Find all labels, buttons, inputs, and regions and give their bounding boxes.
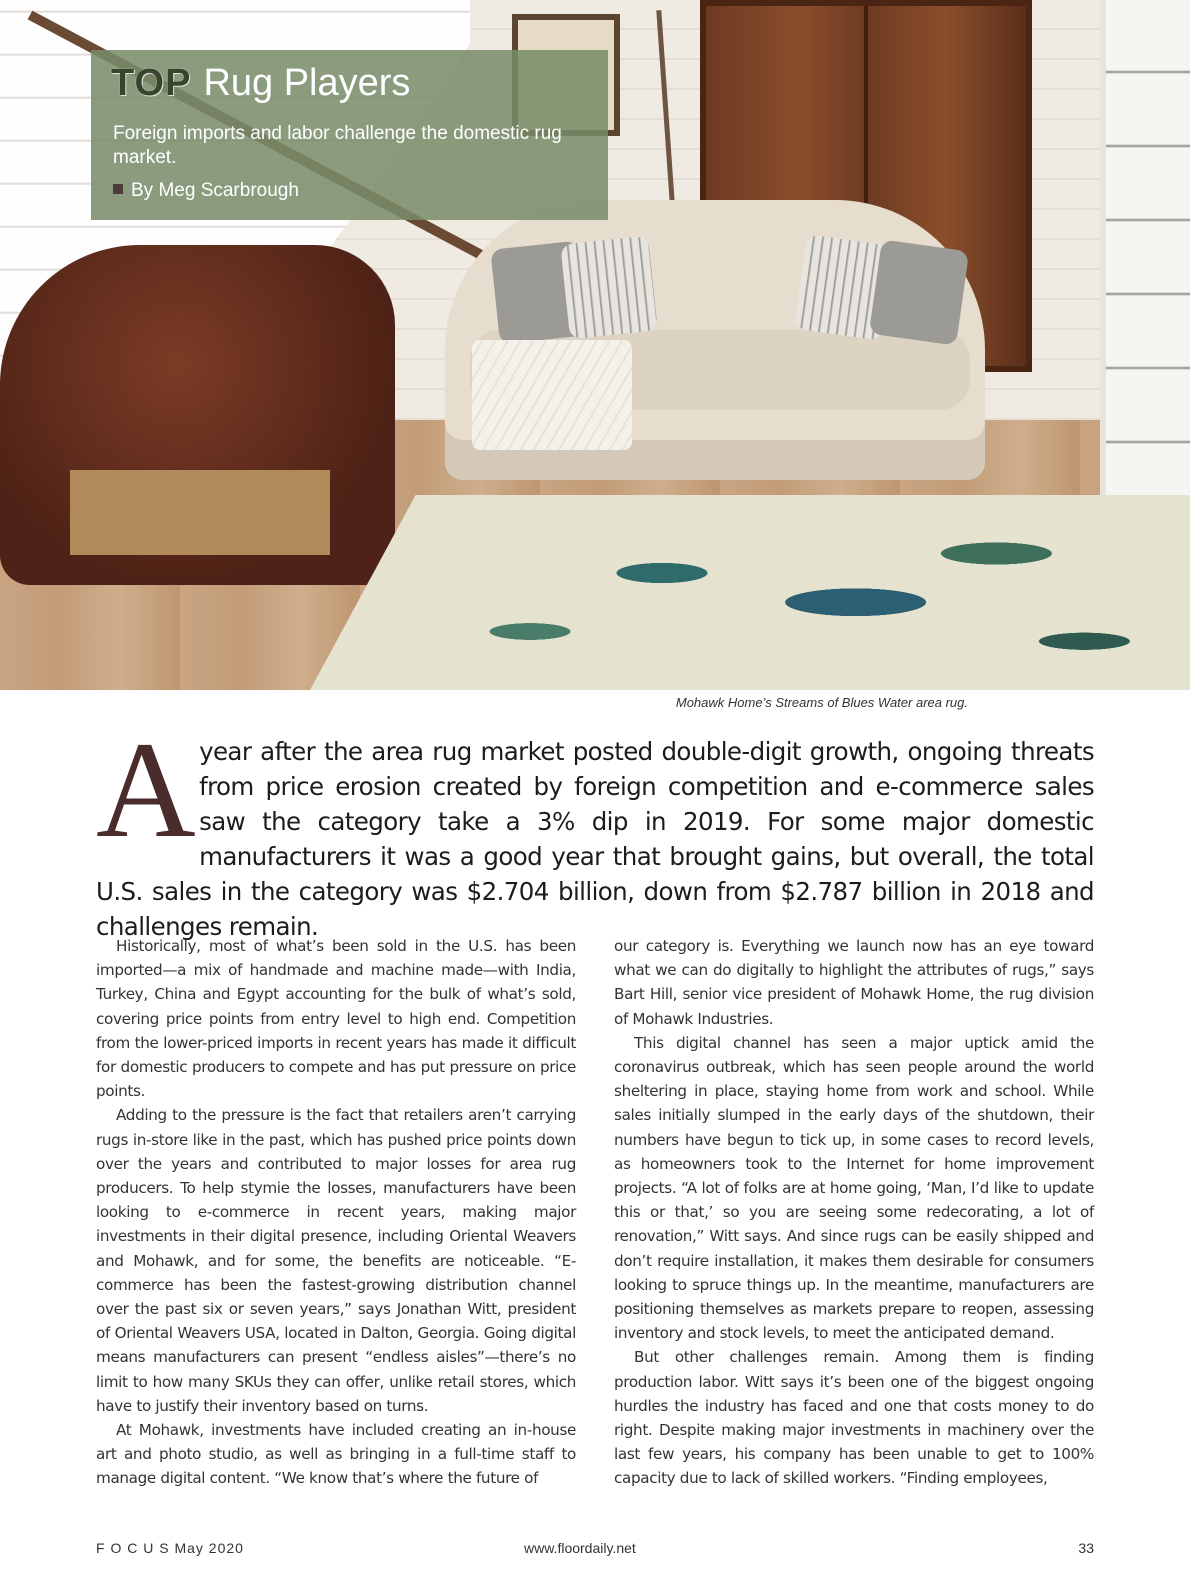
throw-pillow-striped	[560, 236, 657, 340]
body-paragraph: But other challenges remain. Among them is finding production labor. Witt says it’s been one of the biggest ongoing hurdles the industry has faced and one that costs money to do right. Despite making major investments in machinery over the last few years, his company has been unable to get to 100% capacity due to lack of skilled workers. “Finding employees,	[614, 1348, 1094, 1488]
window-panes	[1100, 0, 1190, 560]
footer-website-link[interactable]: www.floordaily.net	[524, 1540, 636, 1556]
title-panel	[91, 50, 608, 220]
body-paragraph-continued: our category is. Everything we launch now has an eye toward what we can do digitally to highlight the attributes of rugs,” says Bart Hill, senior vice president of Mohawk Home, the rug division of Mohawk Industries.	[614, 937, 1094, 1028]
knit-throw-blanket	[472, 340, 632, 450]
title-highlight: TOP	[111, 62, 192, 104]
body-paragraph: At Mohawk, investments have included creating an in-house art and photo studio, as well as bringing in a full-time staff to manage digital content. “We know that’s where the future of	[96, 1421, 576, 1488]
article-title	[111, 62, 410, 105]
armchair-base	[70, 470, 330, 555]
body-column-right	[614, 934, 1094, 1491]
lede-text: year after the area rug market posted double-digit growth, ongoing threats from price erosion created by foreign competition and e-commerce sales saw the category take a 3% dip in 2019. For some major domestic manufacturers it was a good year that brought gains, but overall, the total U.S. sales in the category was $2.704 billion, down from $2.787 billion in 2018 and challenges remain.	[96, 737, 1094, 941]
body-column-left	[96, 934, 576, 1491]
lede-paragraph	[96, 713, 1094, 944]
throw-pillow-grey	[869, 239, 969, 345]
byline-author: By Meg Scarbrough	[131, 180, 299, 201]
title-main: Rug Players	[203, 62, 411, 104]
footer-publication: F O C U S May 2020	[96, 1540, 244, 1556]
square-bullet-icon	[113, 184, 123, 194]
body-paragraph: Adding to the pressure is the fact that retailers aren’t carrying rugs in-store like in the past, which has pushed price points down over the years and contributed to major losses for area rug producers. To help stymie the losses, manufacturers have been looking to e-commerce in recent years, making major investments in their digital presence, including Oriental Weavers and Mohawk, and for some, the benefits are noticeable. “E-commerce has been the fastest-growing distribution channel over the past six or seven years,” says Jonathan Witt, president of Oriental Weavers USA, located in Dalton, Georgia. Going digital means manufacturers can present “endless aisles”—there’s no limit to how many SKUs they can offer, unlike retail stores, which have to justify their inventory based on turns.	[96, 1106, 576, 1415]
hero-photo	[0, 0, 1190, 690]
body-paragraph: Historically, most of what’s been sold in the U.S. has been imported—a mix of handmade and machine made—with India, Turkey, China and Egypt accounting for the bulk of what’s sold, covering price points from entry level to high end. Competition from the lower-priced imports in recent years has made it difficult for domestic producers to compete and has put pressure on price points.	[96, 937, 576, 1101]
article-deck: Foreign imports and labor challenge the domestic rug market.	[113, 123, 562, 168]
floral-area-rug	[310, 495, 1190, 690]
byline	[113, 180, 299, 202]
photo-caption: Mohawk Home’s Streams of Blues Water area rug.	[675, 695, 968, 710]
body-paragraph: This digital channel has seen a major uptick amid the coronavirus outbreak, which has seen people around the world sheltering in place, staying home from work and school. While sales initially slumped in the early days of the shutdown, their numbers have begun to tick up, in some cases to record levels, as homeowners took to the Internet for home improvement projects. “A lot of folks are at home going, ‘Man, I’d like to update this or that,’ so you are seeing some redecorating, a lot of renovation,” Witt says. And since rugs can be easily shipped and don’t require installation, it makes them desirable for consumers looking to spruce things up. In the meantime, manufacturers are positioning themselves as markets prepare to reopen, assessing inventory and stock levels, to meet the anticipated demand.	[614, 1033, 1094, 1343]
drop-cap: A	[96, 713, 196, 866]
page-number: 33	[1078, 1540, 1094, 1556]
